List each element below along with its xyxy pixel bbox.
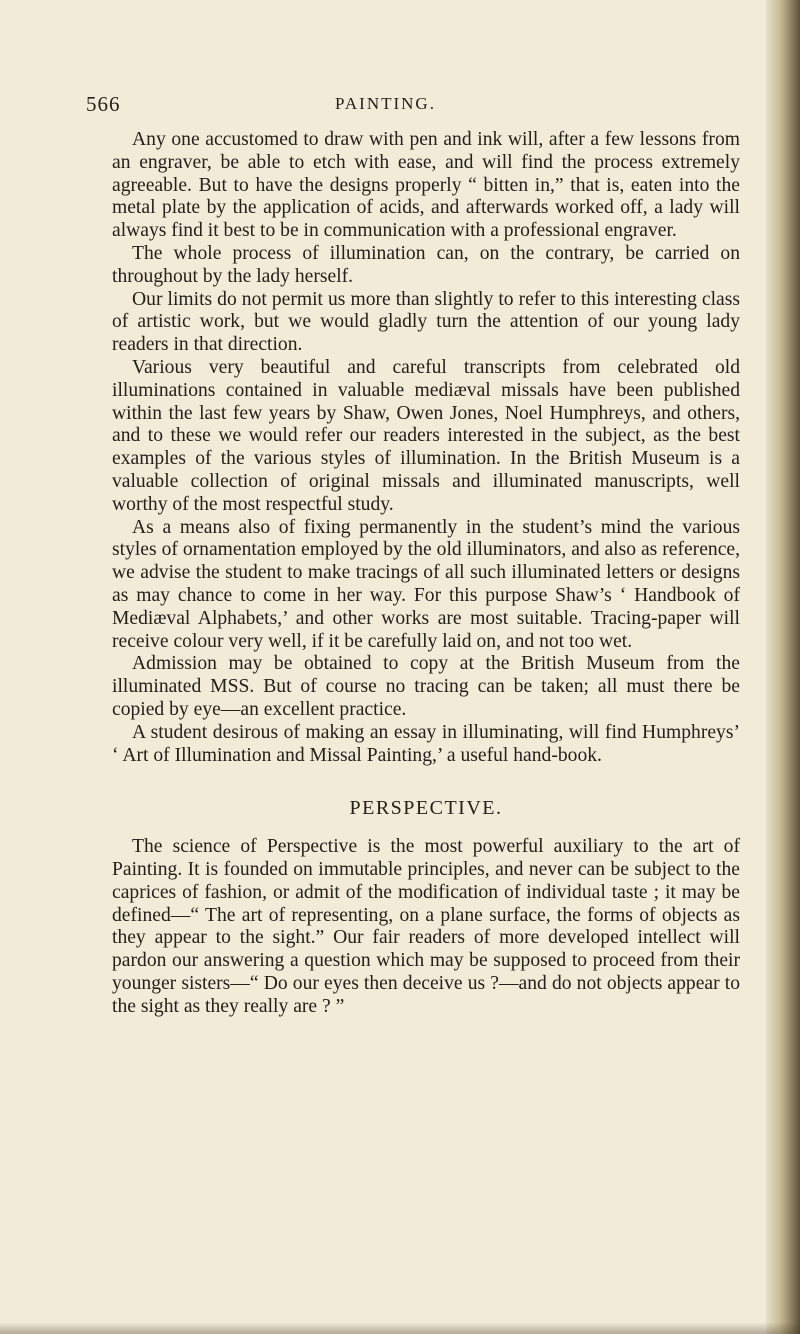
page-edge-shadow	[766, 0, 800, 1334]
running-title: PAINTING.	[335, 94, 436, 113]
body-text	[112, 129, 740, 1018]
paragraph-perspective: The science of Perspective is the most powerful auxiliary to the art of Painting. It is founded on immutable principles, and never can be subject to the caprices of fashion, or admit of the modification of individual taste ; it may be defined—“ The art of representing, on a plane surface, the forms of objects as they appear to the sight.” Our fair readers of more developed intellect will pardon our answering a question which may be supposed to proceed from their younger sisters—“ Do our eyes then deceive us ?—and do not objects appear to the sight as they really are ? ”	[112, 836, 740, 1017]
paragraph-illumination-process: The whole process of illumination can, on the contrary, be carried on throughout by the lady herself.	[112, 242, 740, 287]
paragraph-admission: Admission may be obtained to copy at the British Museum from the illuminated MSS. But of course no tracing can be taken; all must there be copied by eye—an excellent practice.	[112, 653, 740, 720]
paragraph-etching: Any one accustomed to draw with pen and ink will, after a few lessons from an engraver, be able to etch with ease, and will find the process extremely agreeable. But to have the designs properly “ bitten in,” that is, eaten into the metal plate by the application of acids, and afterwards worked off, a lady will always find it best to be in communication with a professional engraver.	[112, 129, 740, 242]
section-heading-perspective: PERSPECTIVE.	[349, 797, 503, 820]
running-head	[86, 92, 726, 120]
paragraph-tracings: As a means also of fixing permanently in the student’s mind the various styles of ornamentation employed by the old illuminators, and also as reference, we advise the student to make tracings of all such illuminated letters or designs as may chance to come in her way. For this purpose Shaw’s ‘ Handbook of Mediæval Alphabets,’ and other works are most suitable. Tracing-paper will receive colour very well, if it be carefully laid on, and not too wet.	[112, 516, 740, 652]
page-bottom-shadow	[0, 1322, 800, 1334]
paragraph-humphreys: A student desirous of making an essay in illuminating, will find Humphreys’ ‘ Art of Illumination and Missal Painting,’ a useful hand-book.	[112, 721, 740, 766]
paragraph-our-limits: Our limits do not permit us more than slightly to refer to this interesting class of artistic work, but we would gladly turn the attention of our young lady readers in that direction.	[112, 288, 740, 356]
page-number: 566	[86, 92, 121, 116]
paragraph-transcripts: Various very beautiful and careful transcripts from celebrated old illuminations contained in valuable mediæval missals have been published within the last few years by Shaw, Owen Jones, Noel Humphreys, and others, and to these we would refer our readers interested in the subject, as the best examples of the various styles of illumination. In the British Museum is a valuable collection of original missals and illuminated manuscripts, well worthy of the most respectful study.	[112, 356, 740, 515]
